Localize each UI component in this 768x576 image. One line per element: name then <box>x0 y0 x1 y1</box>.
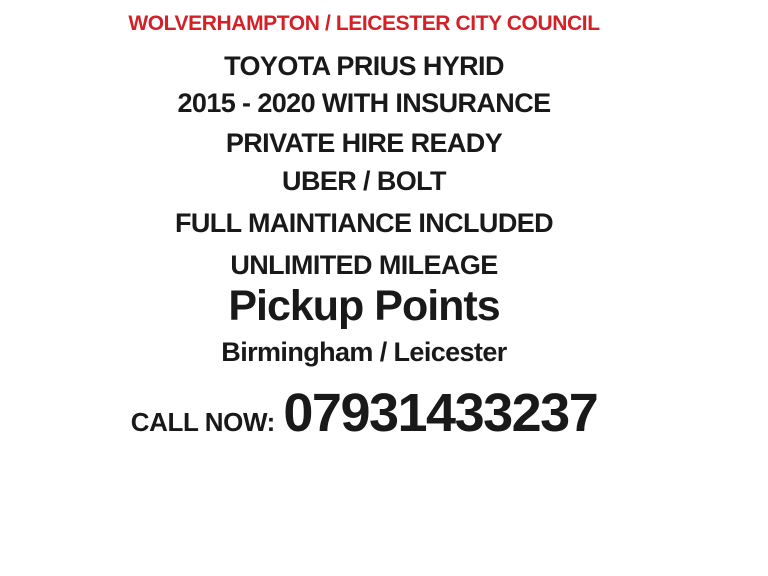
line-year-insurance: 2015 - 2020 WITH INSURANCE <box>177 88 551 118</box>
council-header: WOLVERHAMPTON / LEICESTER CITY COUNCIL <box>128 12 600 35</box>
pickup-points-title: Pickup Points <box>228 282 500 330</box>
phone-number: 07931433237 <box>283 383 598 443</box>
line-maintenance: FULL MAINTIANCE INCLUDED <box>174 208 554 238</box>
line-private-hire: PRIVATE HIRE READY <box>225 128 503 158</box>
pickup-locations: Birmingham / Leicester <box>221 337 507 367</box>
line-mileage: UNLIMITED MILEAGE <box>230 250 498 280</box>
call-now-label: CALL NOW: <box>130 407 275 437</box>
line-platforms: UBER / BOLT <box>282 166 446 196</box>
line-vehicle-model: TOYOTA PRIUS HYRID <box>224 51 504 81</box>
contact-line <box>0 385 728 455</box>
